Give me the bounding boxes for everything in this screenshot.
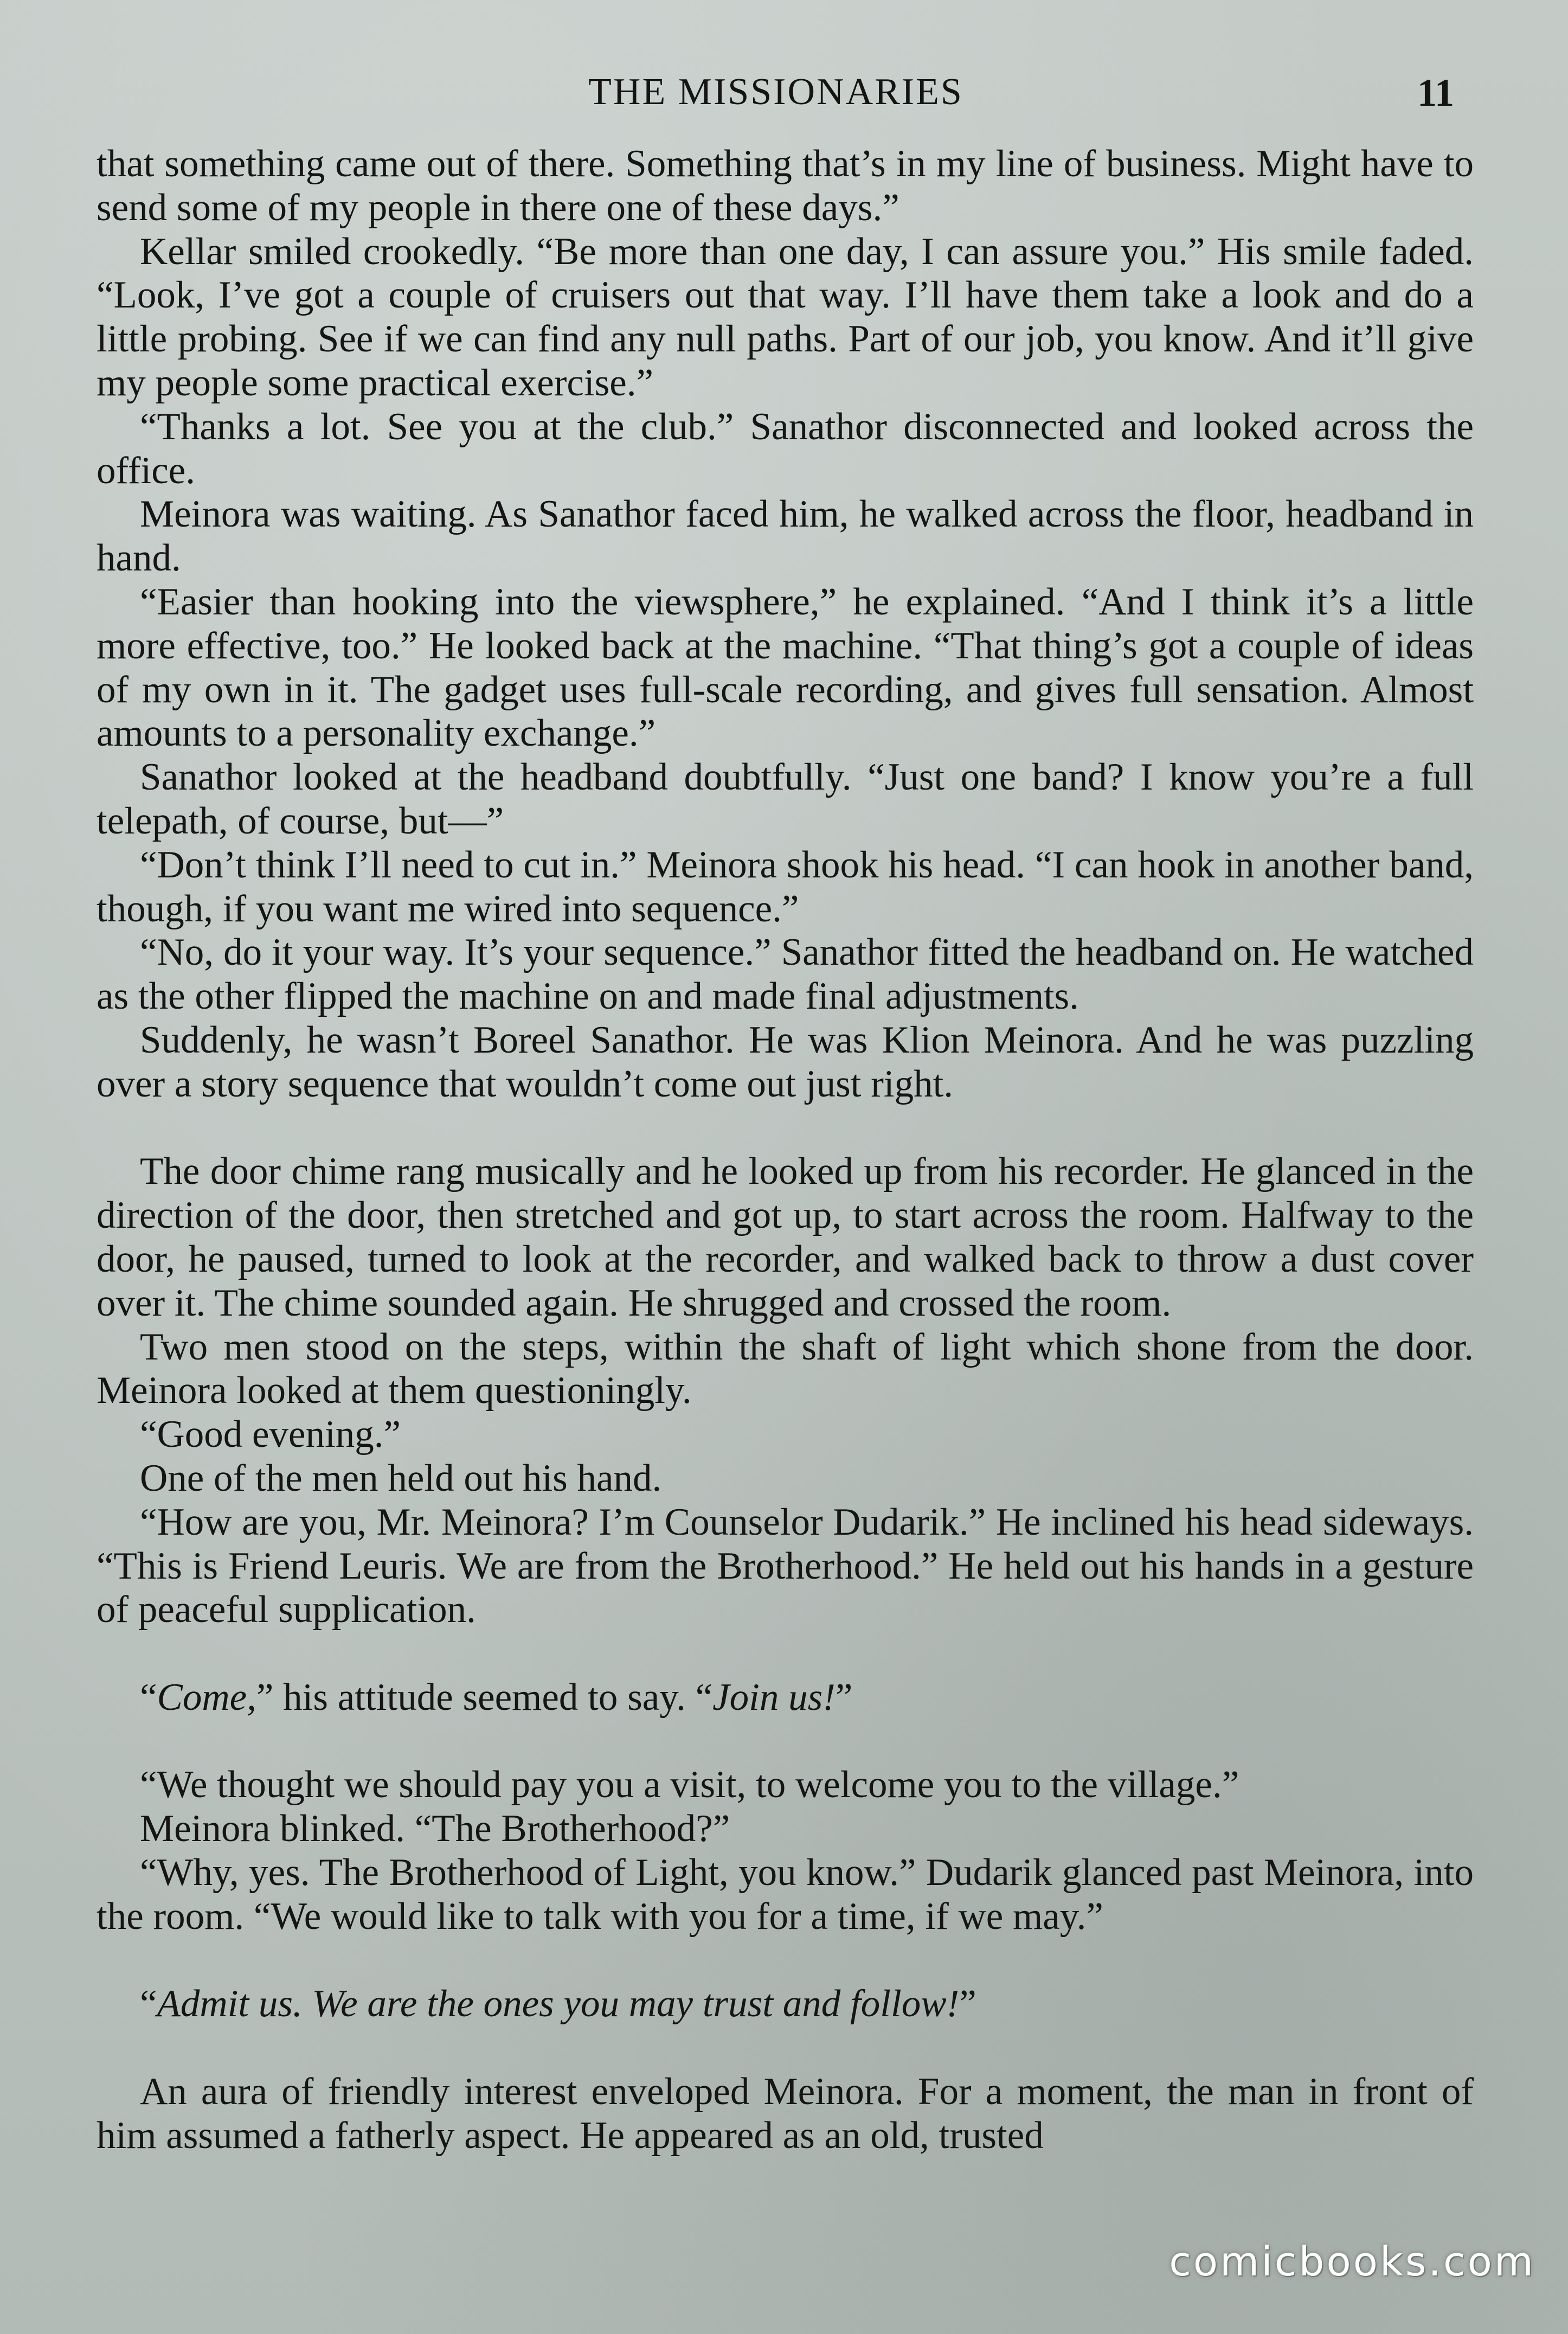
running-head: THE MISSIONARIES [588,71,963,113]
italic-word: Come, [157,1676,256,1719]
telepathic-line [97,1982,1474,2026]
telepathic-line [97,1676,1474,1720]
quote-mark: ” [959,1983,976,2025]
paragraph: “How are you, Mr. Meinora? I’m Counselor Dudarik.” He inclined his head sideways. “This is Friend Leuris. We are from the Brotherhood.” He held out his hands in a gesture of peaceful supplication. [97,1501,1474,1631]
paragraph: Suddenly, he wasn’t Boreel Sanathor. He was Klion Meinora. And he was puzzling over a story sequence that wouldn’t come out just right. [97,1018,1474,1105]
paragraph: Kellar smiled crookedly. “Be more than one day, I can assure you.” His smile faded. “Look, I’ve got a couple of cruisers out that way. I’ll have them take a look and do a little probing. See if we can find any null paths. Part of our job, you know. And it’ll give my people some practical exercise.” [97,230,1474,404]
paragraph: “Easier than hooking into the viewsphere,” he explained. “And I think it’s a little more effective, too.” He looked back at the machine. “That thing’s got a couple of ideas of my own in it. The gadget uses full-scale recording, and gives full sensation. Almost amounts to a personality exchange.” [97,580,1474,755]
paragraph: Two men stood on the steps, within the shaft of light which shone from the door. Meinora looked at them questioningly. [97,1325,1474,1412]
attribution-text: ” his attitude seemed to say. “ [256,1676,713,1719]
paragraph: “No, do it your way. It’s your sequence.” Sanathor fitted the headband on. He watched as the other flipped the machine on and made final adjustments. [97,931,1474,1018]
page-header [98,70,1454,119]
paragraph: An aura of friendly interest enveloped Meinora. For a moment, the man in front of him assumed a fatherly aspect. He appeared as an old, trusted [97,2070,1474,2157]
italic-phrase: Join us! [712,1676,836,1719]
paragraph: Sanathor looked at the headband doubtfully. “Just one band? I know you’re a full telepath, of course, but—” [97,756,1474,842]
quote-mark: “ [140,1676,157,1719]
paragraph: “Good evening.” [140,1413,401,1456]
italic-phrase: Admit us. We are the ones you may trust and follow! [157,1983,960,2025]
quote-mark: ” [835,1676,853,1719]
paragraph: “Why, yes. The Brotherhood of Light, you know.” Dudarik glanced past Meinora, into the room. “We would like to talk with you for a time, if we may.” [97,1851,1474,1938]
paragraph: The door chime rang musically and he looked up from his recorder. He glanced in the direction of the door, then stretched and got up, to start across the room. Halfway to the door, he paused, turned to look at the recorder, and walked back to throw a dust cover over it. The chime sounded again. He shrugged and crossed the room. [97,1150,1474,1324]
paragraph: “We thought we should pay you a visit, to welcome you to the village.” [140,1764,1239,1806]
quote-mark: “ [140,1983,157,2025]
paragraph: Meinora was waiting. As Sanathor faced him, he walked across the floor, headband in hand. [97,493,1474,580]
paragraph: “Thanks a lot. See you at the club.” Sanathor disconnected and looked across the office. [97,405,1474,492]
paragraph: One of the men held out his hand. [140,1457,662,1499]
page-number: 11 [1417,71,1454,114]
paragraph: Meinora blinked. “The Brotherhood?” [140,1807,730,1850]
watermark: comicbooks.com [1169,2239,1535,2285]
body-text [97,142,1474,2158]
paragraph: that something came out of there. Something that’s in my line of business. Might have to send some of my people in there one of these days.” [97,143,1474,229]
paragraph: “Don’t think I’ll need to cut in.” Meinora shook his head. “I can hook in another band, though, if you want me wired into sequence.” [97,843,1474,930]
